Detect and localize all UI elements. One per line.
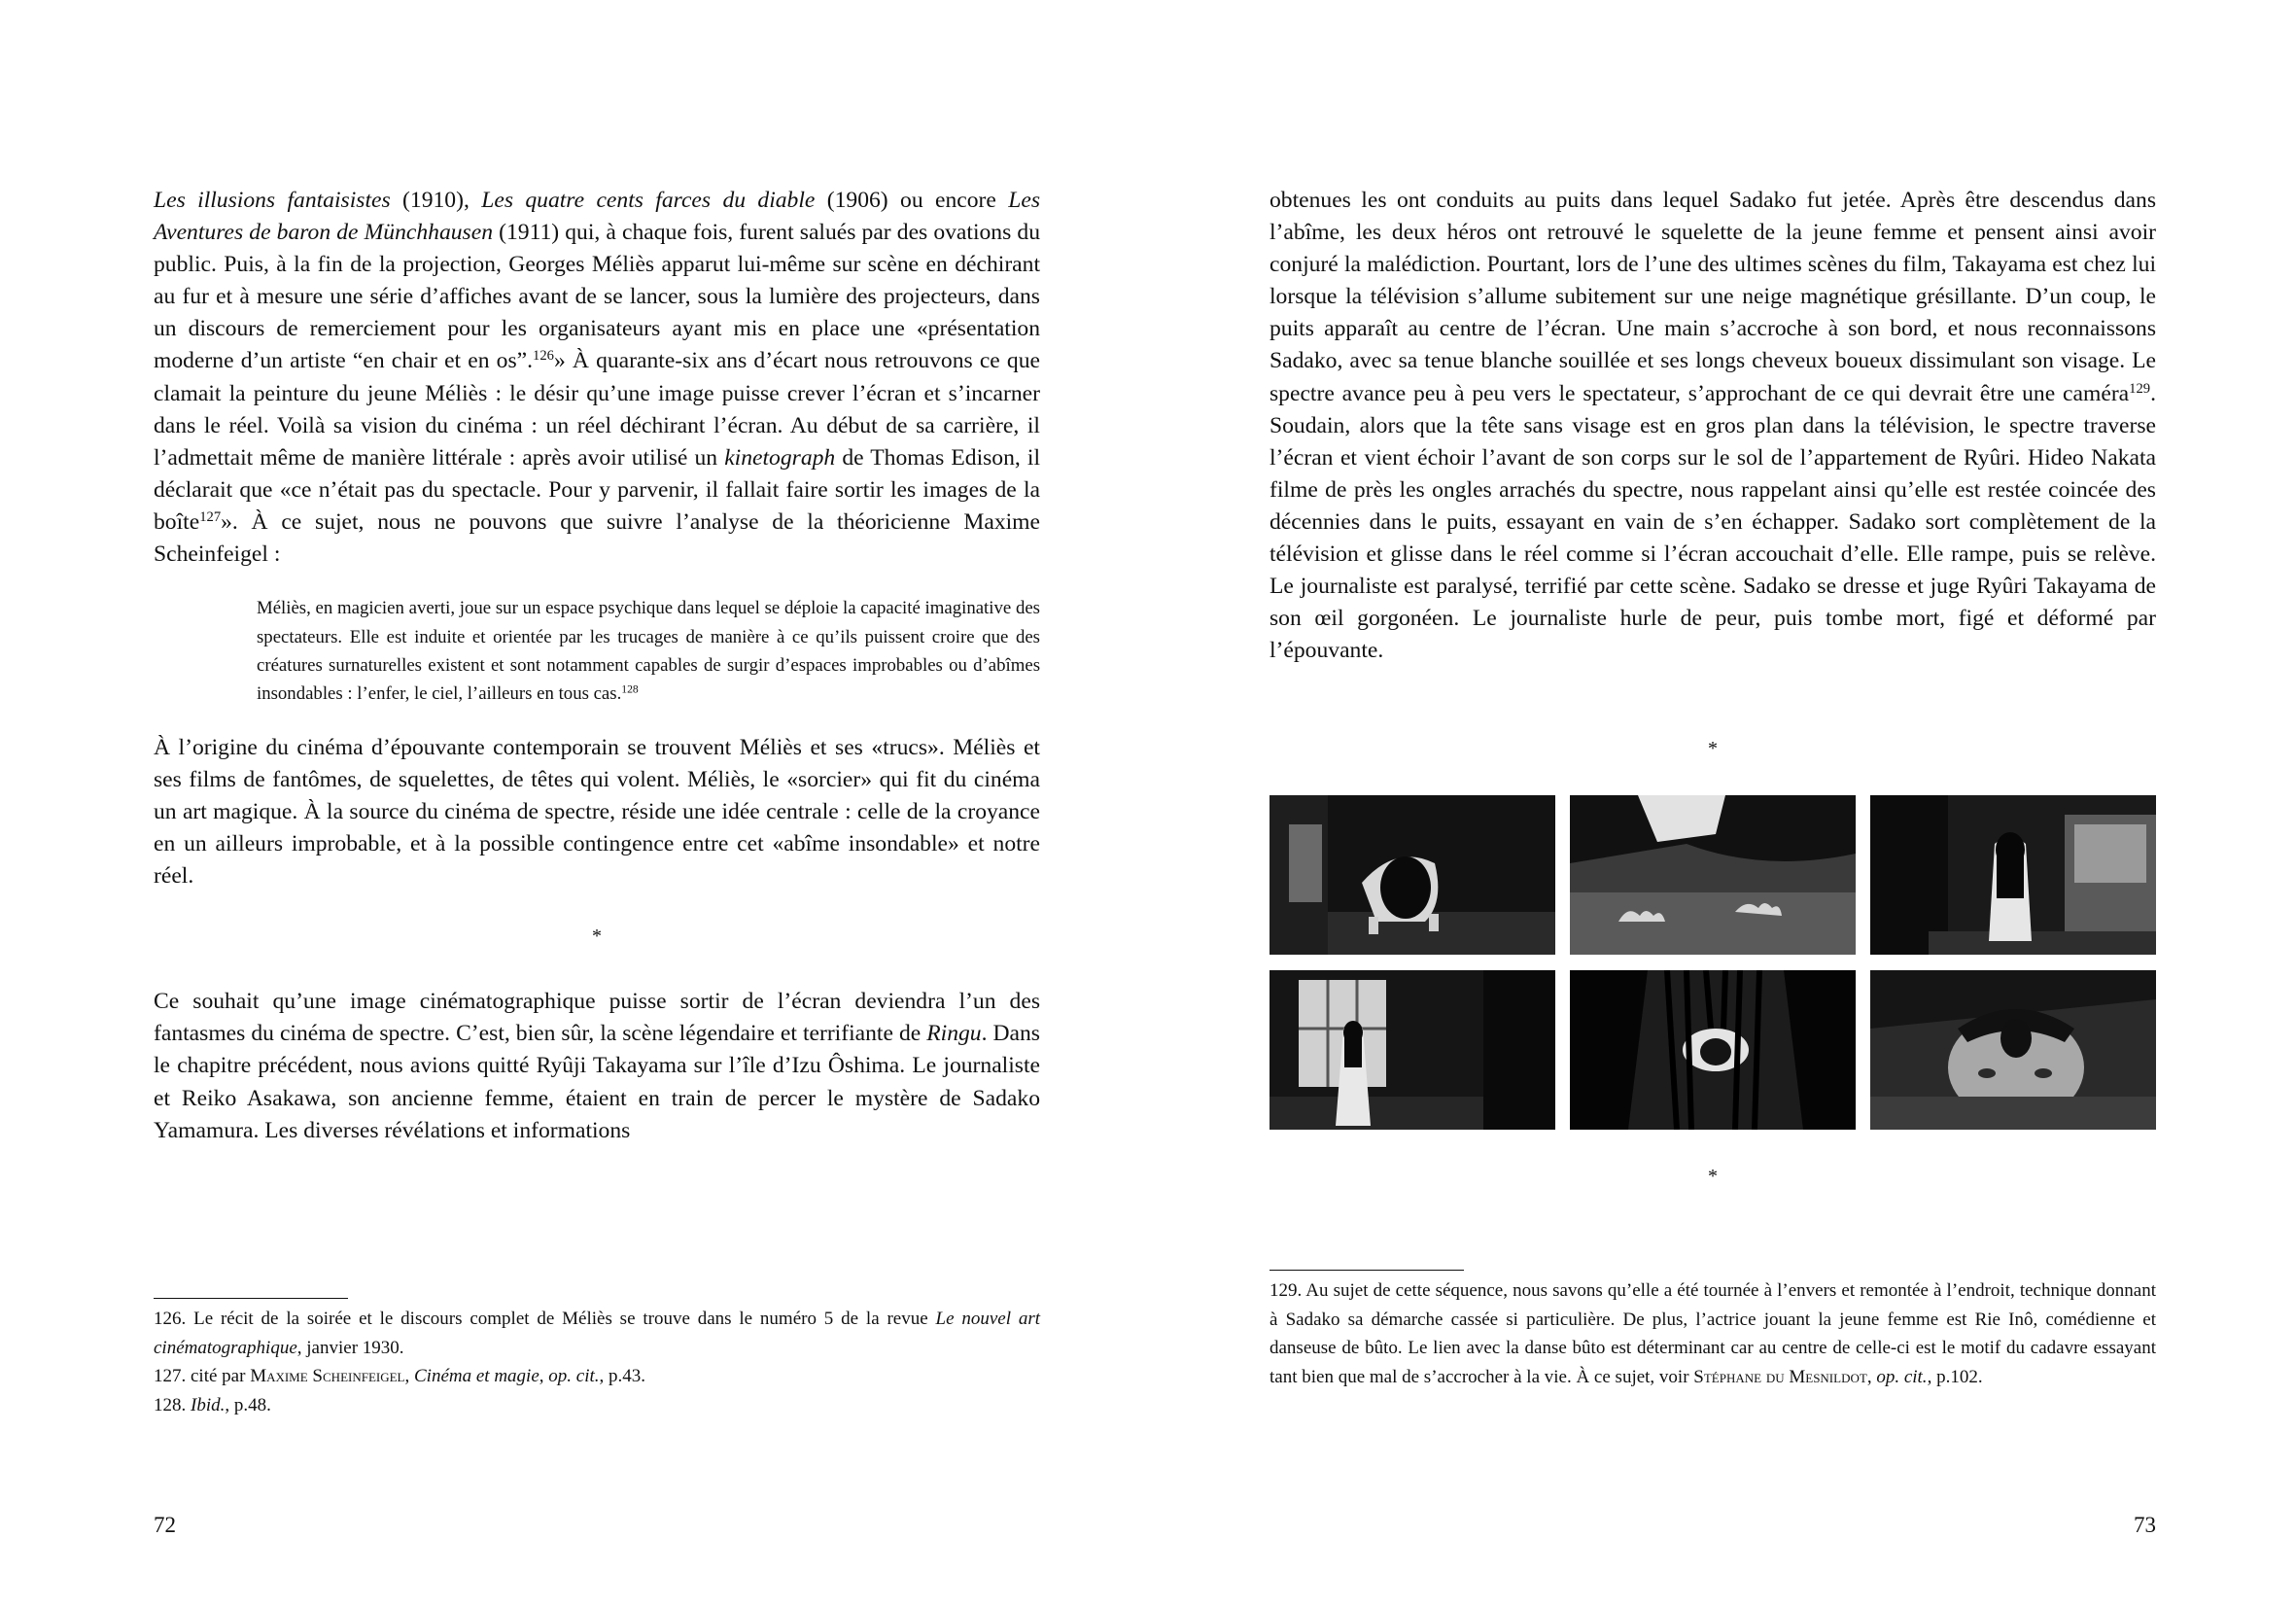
journal-title: Le nouvel art cinématographique [154, 1309, 1040, 1358]
footnote-129 [1270, 1276, 2156, 1391]
film-still-1 [1270, 795, 1555, 955]
text-run: » À quarante-six ans d’écart nous retrouvons ce que clamait la peinture du jeune Méliès : le désir qu’une image puisse crever l’écran et s’incarner dans le réel. Voilà sa vision du cinéma : un réel déchirant l’écran. Au début de sa carrière, il l’admettait même de manière littérale : après avoir utilisé un [154, 348, 1040, 471]
still-standing-figure-room [1870, 795, 2156, 955]
still-screaming-face [1870, 970, 2156, 1130]
left-footnotes [154, 1305, 1040, 1419]
text-run: , p.48. [225, 1394, 271, 1415]
still-hands-on-floor [1570, 795, 1856, 955]
text-run: 127. cité par [154, 1366, 251, 1386]
text-run: 128. [154, 1394, 191, 1415]
section-break-asterisk: * [1708, 738, 1718, 759]
film-still-5 [1570, 970, 1856, 1130]
footnote-ref-127[interactable]: 127 [199, 508, 222, 525]
text-run: obtenues les ont conduits au puits dans lequel Sadako fut jetée. Après être descendus dans l’abîme, les deux héros ont retrouvé le squelette de la jeune femme et pensent ainsi avoir conjuré la malédiction. Pourtant, lors de l’une des ultimes scènes du film, Takayama est chez lui lorsque la télévision s’allume subitement sur une neige magnétique grésillante. D’un coup, le puits apparaît au centre de l’écran. Une main s’accroche à son bord, et nous reconnaissons Sadako, avec sa tenue blanche souillée et ses longs cheveux boueux dissimulant son visage. Le spectre avance peu à peu vers le spectateur, s’approchant de ce qui devrait être une caméra [1270, 188, 2156, 406]
still-figure-by-window [1270, 970, 1555, 1130]
text-run: . Dans le chapitre précédent, nous avions quitté Ryûji Takayama sur l’île d’Izu Ôshima. Le journaliste et Reiko Asakawa, son ancienne femme, étaient en train de percer le mystère de Sadako Yamamura. Les diverses révélations et informations [154, 1021, 1040, 1143]
text-run: 126. Le récit de la soirée et le discours complet de Méliès se trouve dans le numéro 5 de la revue [154, 1309, 936, 1329]
right-page [1148, 0, 2296, 1607]
italic-term: kinetograph [724, 444, 836, 471]
text-run: , janvier 1930. [296, 1337, 404, 1358]
text-run: , p.102. [1927, 1366, 1983, 1387]
text-run: , p.43. [599, 1366, 646, 1386]
text-run: (1911) qui, à chaque fois, furent salués par des ovations du public. Puis, à la fin de la projection, Georges Méliès apparut lui-même sur scène en déchirant au fur et à mesure une série d’affiches avant de se lancer, sous la lumière des projecteurs, dans un discours de remerciement pour les organisateurs ayant mis en place une «présentation moderne d’un artiste “en chair et en os”. [154, 220, 1040, 374]
quote-text: Méliès, en magicien averti, joue sur un espace psychique dans lequel se déploie la capacité imaginative des spectateurs. Elle est induite et orientée par les trucages de manière à ce qu’ils puissent croire que des créatures surnaturelles existent et sont notamment capables de surgir d’espaces improbables ou d’abîmes insondables : l’enfer, le ciel, l’ailleurs en tous cas. [257, 598, 1040, 705]
text-run: , [539, 1366, 549, 1386]
footnote-128 [154, 1391, 1040, 1420]
left-paragraph-1 [154, 185, 1040, 571]
film-still-4 [1270, 970, 1555, 1130]
text-run: Ce souhait qu’une image cinématographique puisse sortir de l’écran deviendra l’un des fantasmes du cinéma de spectre. C’est, bien sûr, la scène légendaire et terrifiante de [154, 989, 1040, 1047]
right-text-column [1270, 185, 2156, 667]
left-paragraph-2: À l’origine du cinéma d’épouvante contemporain se trouvent Méliès et ses «trucs». Méliès et ses films de fantômes, de squelettes, de têtes qui volent. Méliès, le «sorcier» qui fit du cinéma un art magique. À la source du cinéma de spectre, réside une idée centrale : celle de la croyance en un ailleurs improbable, et à la possible contingence entre cet «abîme insondable» et notre réel. [154, 734, 1040, 890]
text-run: (1910), [390, 188, 482, 213]
film-still-3 [1870, 795, 2156, 955]
left-text-column [154, 185, 1040, 1147]
text-run: , [1866, 1366, 1877, 1387]
author-name: Stéphane du Mesnildot [1693, 1366, 1867, 1387]
section-break-asterisk: * [592, 926, 602, 948]
text-run: (1906) ou encore [815, 188, 1009, 213]
still-eye-through-hair [1570, 970, 1856, 1130]
footnote-127 [154, 1362, 1040, 1391]
footnote-ref-128[interactable]: 128 [621, 682, 639, 696]
footnote-ref-126[interactable]: 126 [533, 348, 554, 365]
footnote-126 [154, 1305, 1040, 1362]
film-title: Les illusions fantaisistes [154, 188, 391, 213]
film-still-2 [1570, 795, 1856, 955]
text-run: op. cit. [1876, 1366, 1928, 1387]
text-run: . Soudain, alors que la tête sans visage est en gros plan dans la télévision, le spectre traverse l’écran et vient échoir l’avant de son corps sur le sol de l’appartement de Ryûri. Hideo Nakata filme de près les ongles arrachés du spectre, nous rappelant ainsi qu’elle est restée coincée des décennies dans le puits, essayant en vain de s’en échapper. Sadako sort complètement de la télévision et glisse dans le réel comme si l’écran accouchait d’elle. Elle rampe, puis se relève. Le journaliste est paralysé, terrifié par cette scène. Sadako se dresse et juge Ryûri Takayama de son œil gorgonéen. Le journaliste hurle de peur, puis tombe mort, figé et déformé par l’épouvante. [1270, 380, 2156, 664]
block-quote [257, 594, 1040, 709]
left-paragraph-3 [154, 986, 1040, 1146]
text-run: op. cit. [548, 1366, 600, 1386]
page-number: 72 [154, 1513, 176, 1537]
page-number: 73 [2134, 1513, 2156, 1537]
still-crawling-figure [1270, 795, 1555, 955]
film-still-6 [1870, 970, 2156, 1130]
right-paragraph-1 [1270, 185, 2156, 667]
right-footnotes [1270, 1276, 2156, 1391]
footnote-rule [1270, 1270, 1464, 1271]
film-title: Ringu [926, 1021, 982, 1047]
film-title: Les Aventures de baron de Münchhausen [154, 188, 1040, 246]
footnote-rule [154, 1298, 348, 1299]
text-run: 129. Au sujet de cette séquence, nous savons qu’elle a été tournée à l’envers et remontée à l’endroit, technique donnant à Sadako sa démarche cassée si particulière. De plus, l’actrice jouant la jeune femme est Rie Inô, comédienne et danseuse de bûto. Le lien avec la danse bûto est déterminant car au centre de celle-ci est le motif du cadavre essayant tant bien que mal de s’accrocher à la vie. À ce sujet, voir [1270, 1280, 2156, 1387]
film-title: Les quatre cents farces du diable [481, 188, 816, 213]
footnote-ref-129[interactable]: 129 [2129, 380, 2151, 397]
text-run: Ibid. [191, 1394, 226, 1415]
section-break-asterisk: * [1708, 1166, 1718, 1187]
text-run: , [404, 1366, 414, 1386]
author-name: Maxime Scheinfeigel [250, 1366, 405, 1386]
film-stills-grid [1270, 795, 2156, 1130]
text-run: de Thomas Edison, il déclarait que «ce n’était pas du spectacle. Pour y parvenir, il fallait faire sortir les images de la boîte [154, 444, 1041, 535]
text-run: ». À ce sujet, nous ne pouvons que suivre l’analyse de la théoricienne Maxime Scheinfeigel : [154, 508, 1040, 568]
book-title: Cinéma et magie [414, 1366, 539, 1386]
